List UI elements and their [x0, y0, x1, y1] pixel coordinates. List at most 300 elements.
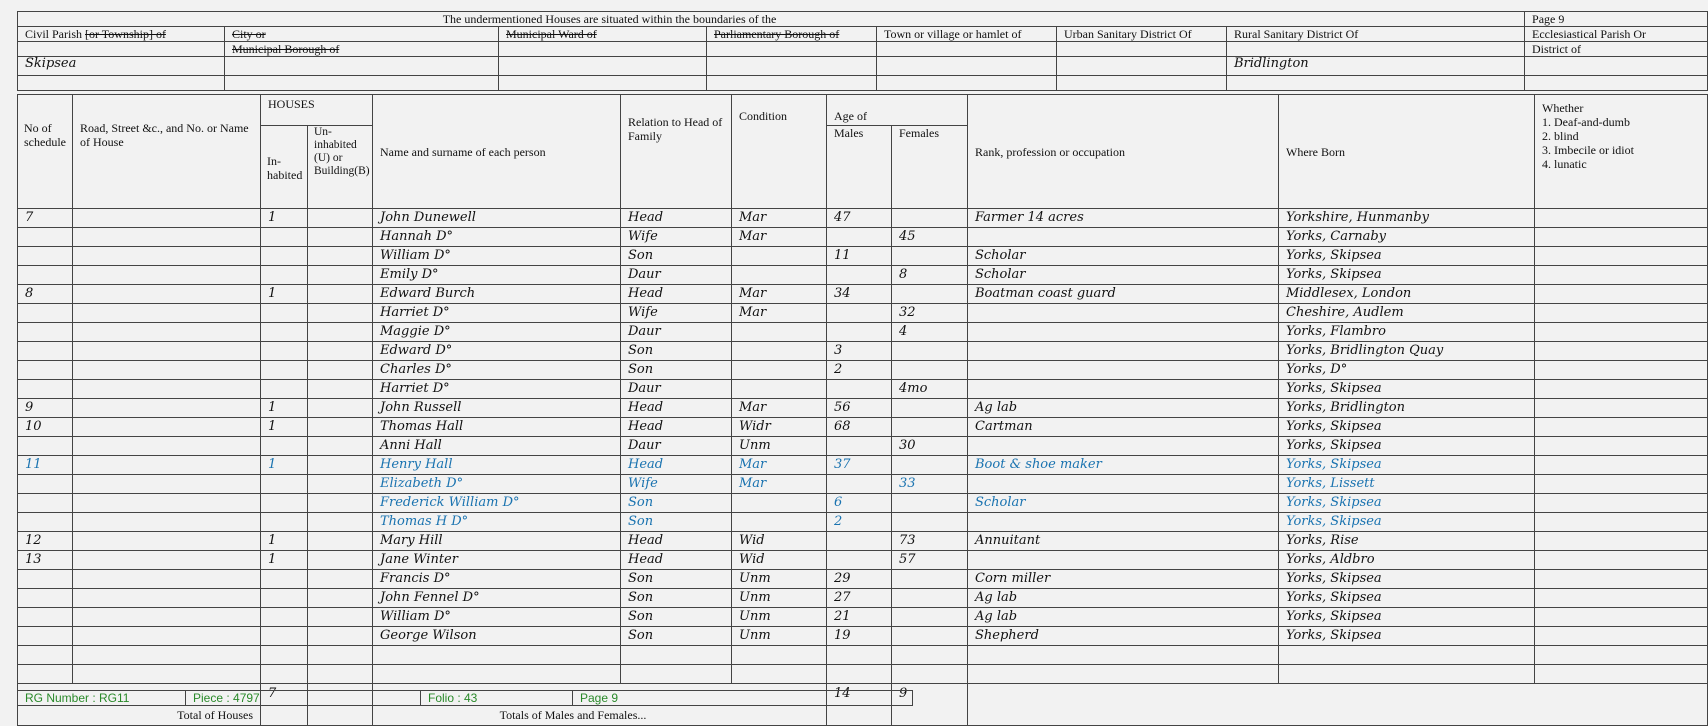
- blank-cell: [827, 665, 892, 684]
- table-row: [18, 399, 1708, 418]
- infirmity: [1535, 418, 1708, 437]
- inhabited-header: In-habited: [261, 126, 308, 209]
- road-name: [73, 475, 261, 494]
- relation: Head: [621, 285, 732, 304]
- uninhabited-count: [308, 437, 373, 456]
- birthplace: Yorks, D°: [1279, 361, 1535, 380]
- road-name: [73, 532, 261, 551]
- road-name: [73, 627, 261, 646]
- condition: [732, 247, 827, 266]
- uninhabited-count: [308, 399, 373, 418]
- road-name: [73, 285, 261, 304]
- blank-cell: [73, 646, 261, 665]
- road-name: [73, 304, 261, 323]
- male-age: [827, 304, 892, 323]
- blank-cell: [621, 646, 732, 665]
- male-age: [827, 475, 892, 494]
- female-age: [892, 570, 968, 589]
- female-age: [892, 209, 968, 228]
- blank-cell: [707, 42, 877, 57]
- relation: Son: [621, 570, 732, 589]
- relation: Son: [621, 608, 732, 627]
- schedule-no: [18, 570, 73, 589]
- person-name: Hannah D°: [373, 228, 621, 247]
- schedule-no: [18, 589, 73, 608]
- totals-persons-label: Totals of Males and Females...: [373, 684, 827, 726]
- infirmity: [1535, 532, 1708, 551]
- females-total: 9: [892, 684, 968, 726]
- schedule-no: [18, 304, 73, 323]
- page-number: [1525, 12, 1708, 27]
- male-age: 2: [827, 513, 892, 532]
- female-age: 57: [892, 551, 968, 570]
- blank-cell: [73, 665, 261, 684]
- parliamentary-label: Parliamentary Borough of: [707, 27, 877, 42]
- table-row: [18, 532, 1708, 551]
- total-houses-value: 7: [261, 684, 308, 726]
- relation: Head: [621, 456, 732, 475]
- uninhabited-count: [308, 323, 373, 342]
- whether-imbecile: 3. Imbecile or idiot: [1542, 143, 1634, 157]
- birthplace: Yorks, Skipsea: [1279, 570, 1535, 589]
- road-name: [73, 494, 261, 513]
- male-age: 37: [827, 456, 892, 475]
- female-age: 32: [892, 304, 968, 323]
- occupation: [968, 437, 1279, 456]
- road-name: [73, 247, 261, 266]
- blank-cell: [877, 76, 1057, 91]
- road-name: [73, 399, 261, 418]
- occupation: Annuitant: [968, 532, 1279, 551]
- schedule-no: 7: [18, 209, 73, 228]
- infirmity: [1535, 380, 1708, 399]
- female-age: [892, 285, 968, 304]
- table-row: [18, 304, 1708, 323]
- male-age: [827, 437, 892, 456]
- relation: Wife: [621, 475, 732, 494]
- blank-cell: [1227, 42, 1525, 57]
- blank-cell: [1535, 665, 1708, 684]
- person-name: Jane Winter: [373, 551, 621, 570]
- borough-label: Municipal Borough of: [225, 42, 499, 57]
- blank-cell: [261, 665, 308, 684]
- blank-cell: [499, 42, 707, 57]
- table-row: [18, 266, 1708, 285]
- infirmity: [1535, 361, 1708, 380]
- blank-row: [18, 665, 1708, 684]
- condition: [732, 513, 827, 532]
- condition: Mar: [732, 285, 827, 304]
- road-name: [73, 608, 261, 627]
- female-age: 4mo: [892, 380, 968, 399]
- condition: [732, 361, 827, 380]
- infirmity: [1535, 399, 1708, 418]
- occupation: [968, 342, 1279, 361]
- male-age: 47: [827, 209, 892, 228]
- ward-label: Municipal Ward of: [499, 27, 707, 42]
- male-age: 21: [827, 608, 892, 627]
- footer-page: Page 9: [573, 691, 913, 706]
- page-number-text: Page 9: [1532, 12, 1565, 26]
- occupation: Ag lab: [968, 399, 1279, 418]
- road-name: [73, 380, 261, 399]
- condition: [732, 494, 827, 513]
- uninhabited-header: Un-inhabited (U) or Building(B): [308, 126, 373, 209]
- road-name: [73, 418, 261, 437]
- male-age: [827, 380, 892, 399]
- town-label: Town or village or hamlet of: [877, 27, 1057, 42]
- person-name: Harriet D°: [373, 304, 621, 323]
- person-name: Emily D°: [373, 266, 621, 285]
- uninhabited-count: [308, 513, 373, 532]
- condition: Unm: [732, 437, 827, 456]
- table-row: [18, 418, 1708, 437]
- whether-label: Whether: [1542, 101, 1584, 115]
- civil-parish-label-a: Civil Parish: [25, 27, 86, 41]
- condition: Mar: [732, 228, 827, 247]
- schedule-header: No of schedule: [18, 95, 73, 209]
- blank-cell: [18, 646, 73, 665]
- person-name: Edward D°: [373, 342, 621, 361]
- male-age: 56: [827, 399, 892, 418]
- inhabited-count: [261, 342, 308, 361]
- schedule-no: [18, 475, 73, 494]
- whether-header: [1535, 95, 1708, 209]
- infirmity: [1535, 627, 1708, 646]
- birthplace: Yorks, Skipsea: [1279, 627, 1535, 646]
- inhabited-count: [261, 494, 308, 513]
- city-label: City or: [225, 27, 499, 42]
- blank-cell: [18, 76, 225, 91]
- blank-cell: [261, 646, 308, 665]
- blank-cell: [373, 646, 621, 665]
- occupation: [968, 380, 1279, 399]
- female-age: 33: [892, 475, 968, 494]
- female-age: [892, 608, 968, 627]
- blank-cell: [18, 42, 225, 57]
- piece-number: Piece : 4797: [186, 691, 421, 706]
- table-row: [18, 209, 1708, 228]
- schedule-no: [18, 228, 73, 247]
- road-name: [73, 266, 261, 285]
- folio-number: Folio : 43: [421, 691, 573, 706]
- census-table: [17, 94, 1708, 726]
- female-age: [892, 513, 968, 532]
- infirmity: [1535, 589, 1708, 608]
- blank-cell: [308, 665, 373, 684]
- male-age: 19: [827, 627, 892, 646]
- birthplace: Yorks, Skipsea: [1279, 456, 1535, 475]
- inhabited-count: 1: [261, 209, 308, 228]
- blank-cell: [707, 57, 877, 76]
- inhabited-count: 1: [261, 532, 308, 551]
- infirmity: [1535, 228, 1708, 247]
- schedule-no: 8: [18, 285, 73, 304]
- female-age: 45: [892, 228, 968, 247]
- blank-cell: [968, 646, 1279, 665]
- occupation: Shepherd: [968, 627, 1279, 646]
- person-name: William D°: [373, 608, 621, 627]
- infirmity: [1535, 456, 1708, 475]
- male-age: 34: [827, 285, 892, 304]
- table-row: [18, 456, 1708, 475]
- table-row: [18, 247, 1708, 266]
- female-age: [892, 399, 968, 418]
- schedule-no: [18, 494, 73, 513]
- condition: Wid: [732, 551, 827, 570]
- condition: Unm: [732, 627, 827, 646]
- uninhabited-count: [308, 418, 373, 437]
- road-name: [73, 551, 261, 570]
- birthplace: Middlesex, London: [1279, 285, 1535, 304]
- infirmity: [1535, 551, 1708, 570]
- birthplace: Yorks, Bridlington Quay: [1279, 342, 1535, 361]
- blank-cell: [892, 646, 968, 665]
- inhabited-count: [261, 323, 308, 342]
- male-age: [827, 551, 892, 570]
- relation: Son: [621, 361, 732, 380]
- whether-blind: 2. blind: [1542, 129, 1579, 143]
- situated-label: [18, 12, 1525, 27]
- occupation: [968, 475, 1279, 494]
- schedule-no: 11: [18, 456, 73, 475]
- census-rows: [18, 209, 1708, 646]
- uninhabited-count: [308, 228, 373, 247]
- birthplace: Yorks, Skipsea: [1279, 266, 1535, 285]
- birthplace: Yorks, Skipsea: [1279, 513, 1535, 532]
- uninhabited-count: [308, 494, 373, 513]
- whether-lunatic: 4. lunatic: [1542, 157, 1587, 171]
- road-name: [73, 323, 261, 342]
- birthplace: Yorks, Aldbro: [1279, 551, 1535, 570]
- condition: Mar: [732, 209, 827, 228]
- relation: Daur: [621, 380, 732, 399]
- occupation: Boatman coast guard: [968, 285, 1279, 304]
- inhabited-count: 1: [261, 418, 308, 437]
- uninhabited-count: [308, 589, 373, 608]
- blank-cell: [225, 76, 499, 91]
- birthplace: Cheshire, Audlem: [1279, 304, 1535, 323]
- person-name: Henry Hall: [373, 456, 621, 475]
- birthplace: Yorks, Skipsea: [1279, 589, 1535, 608]
- table-row: [18, 323, 1708, 342]
- road-name: [73, 513, 261, 532]
- occupation: [968, 323, 1279, 342]
- person-name: Frederick William D°: [373, 494, 621, 513]
- male-age: 3: [827, 342, 892, 361]
- civil-parish-label: [18, 27, 225, 42]
- inhabited-count: [261, 570, 308, 589]
- table-row: [18, 513, 1708, 532]
- name-header: Name and surname of each person: [373, 95, 621, 209]
- female-age: 30: [892, 437, 968, 456]
- inhabited-count: [261, 361, 308, 380]
- inhabited-count: [261, 513, 308, 532]
- condition: Widr: [732, 418, 827, 437]
- blank-row: [18, 646, 1708, 665]
- male-age: [827, 228, 892, 247]
- blank-cell: [892, 665, 968, 684]
- occupation: Ag lab: [968, 608, 1279, 627]
- table-row: [18, 475, 1708, 494]
- table-row: [18, 570, 1708, 589]
- blank-cell: [499, 76, 707, 91]
- relation: Daur: [621, 266, 732, 285]
- female-age: [892, 342, 968, 361]
- houses-header: HOUSES: [261, 95, 373, 126]
- inhabited-count: [261, 380, 308, 399]
- person-name: Elizabeth D°: [373, 475, 621, 494]
- infirmity: [1535, 513, 1708, 532]
- female-age: [892, 247, 968, 266]
- blank-cell: [1227, 76, 1525, 91]
- occupation: [968, 361, 1279, 380]
- birthplace: Yorks, Skipsea: [1279, 608, 1535, 627]
- condition: [732, 342, 827, 361]
- uninhabited-count: [308, 209, 373, 228]
- blank-cell: [877, 42, 1057, 57]
- inhabited-count: [261, 247, 308, 266]
- blank-cell: [1525, 76, 1708, 91]
- inhabited-count: 1: [261, 551, 308, 570]
- uninhabited-count: [308, 361, 373, 380]
- occupation: Ag lab: [968, 589, 1279, 608]
- condition: Mar: [732, 304, 827, 323]
- relation: Head: [621, 399, 732, 418]
- birthplace: Yorks, Lissett: [1279, 475, 1535, 494]
- blank-cell: [968, 665, 1279, 684]
- table-row: [18, 361, 1708, 380]
- schedule-no: [18, 437, 73, 456]
- eccl-label: Ecclesiastical Parish Or: [1525, 27, 1708, 42]
- table-row: [18, 608, 1708, 627]
- blank-cell: [1279, 665, 1535, 684]
- schedule-no: [18, 266, 73, 285]
- blank-cell: [1525, 57, 1708, 76]
- female-age: [892, 589, 968, 608]
- schedule-no: [18, 342, 73, 361]
- occupation: Corn miller: [968, 570, 1279, 589]
- blank-cell: [1057, 76, 1227, 91]
- female-age: 73: [892, 532, 968, 551]
- occupation-header: Rank, profession or occupation: [968, 95, 1279, 209]
- schedule-no: [18, 361, 73, 380]
- relation: Head: [621, 551, 732, 570]
- road-name: [73, 209, 261, 228]
- table-row: [18, 627, 1708, 646]
- blank-cell: [827, 646, 892, 665]
- person-name: Anni Hall: [373, 437, 621, 456]
- person-name: Maggie D°: [373, 323, 621, 342]
- schedule-no: 9: [18, 399, 73, 418]
- birthplace: Yorks, Skipsea: [1279, 437, 1535, 456]
- male-age: 11: [827, 247, 892, 266]
- infirmity: [1535, 285, 1708, 304]
- condition-header: Condition: [732, 95, 827, 209]
- person-name: William D°: [373, 247, 621, 266]
- blank-cell: [499, 57, 707, 76]
- male-age: [827, 266, 892, 285]
- blank-cell: [1535, 646, 1708, 665]
- female-age: 8: [892, 266, 968, 285]
- table-row: [18, 494, 1708, 513]
- inhabited-count: [261, 627, 308, 646]
- inhabited-count: [261, 589, 308, 608]
- male-age: 68: [827, 418, 892, 437]
- occupation: [968, 513, 1279, 532]
- female-age: [892, 627, 968, 646]
- whether-deaf: 1. Deaf-and-dumb: [1542, 115, 1630, 129]
- person-name: John Dunewell: [373, 209, 621, 228]
- uninhabited-count: [308, 456, 373, 475]
- birthplace: Yorkshire, Hunmanby: [1279, 209, 1535, 228]
- road-name: [73, 589, 261, 608]
- person-name: Harriet D°: [373, 380, 621, 399]
- blank-cell: [621, 665, 732, 684]
- table-row: [18, 589, 1708, 608]
- infirmity: [1535, 247, 1708, 266]
- person-name: Mary Hill: [373, 532, 621, 551]
- birthplace: Yorks, Skipsea: [1279, 247, 1535, 266]
- condition: [732, 380, 827, 399]
- birthplace: Yorks, Bridlington: [1279, 399, 1535, 418]
- person-name: John Fennel D°: [373, 589, 621, 608]
- occupation: Farmer 14 acres: [968, 209, 1279, 228]
- inhabited-count: [261, 475, 308, 494]
- birthplace: Yorks, Skipsea: [1279, 418, 1535, 437]
- person-name: Edward Burch: [373, 285, 621, 304]
- condition: Unm: [732, 570, 827, 589]
- road-name: [73, 437, 261, 456]
- table-row: [18, 228, 1708, 247]
- boundaries-header: [17, 11, 1708, 91]
- infirmity: [1535, 323, 1708, 342]
- female-age: [892, 418, 968, 437]
- infirmity: [1535, 570, 1708, 589]
- uninhabited-count: [308, 247, 373, 266]
- road-header: Road, Street &c., and No. or Name of House: [73, 95, 261, 209]
- uninhabited-count: [308, 475, 373, 494]
- relation: Wife: [621, 304, 732, 323]
- situated-text: The undermentioned Houses are situated within the boundaries of the: [442, 12, 777, 26]
- relation-header: Relation to Head of Family: [621, 95, 732, 209]
- infirmity: [1535, 475, 1708, 494]
- blank-cell: [373, 665, 621, 684]
- relation: Daur: [621, 437, 732, 456]
- table-row: [18, 380, 1708, 399]
- road-name: [73, 456, 261, 475]
- infirmity: [1535, 494, 1708, 513]
- inhabited-count: 1: [261, 456, 308, 475]
- inhabited-count: [261, 228, 308, 247]
- condition: Mar: [732, 475, 827, 494]
- schedule-no: [18, 247, 73, 266]
- born-header: Where Born: [1279, 95, 1535, 209]
- table-row: [18, 285, 1708, 304]
- blank-cell: [707, 76, 877, 91]
- relation: Son: [621, 513, 732, 532]
- male-age: [827, 323, 892, 342]
- civil-parish-value: Skipsea: [18, 57, 225, 76]
- occupation: Scholar: [968, 266, 1279, 285]
- table-row: [18, 342, 1708, 361]
- males-header: Males: [827, 126, 892, 209]
- road-name: [73, 361, 261, 380]
- occupation: Cartman: [968, 418, 1279, 437]
- infirmity: [1535, 437, 1708, 456]
- birthplace: Yorks, Carnaby: [1279, 228, 1535, 247]
- infirmity: [1535, 342, 1708, 361]
